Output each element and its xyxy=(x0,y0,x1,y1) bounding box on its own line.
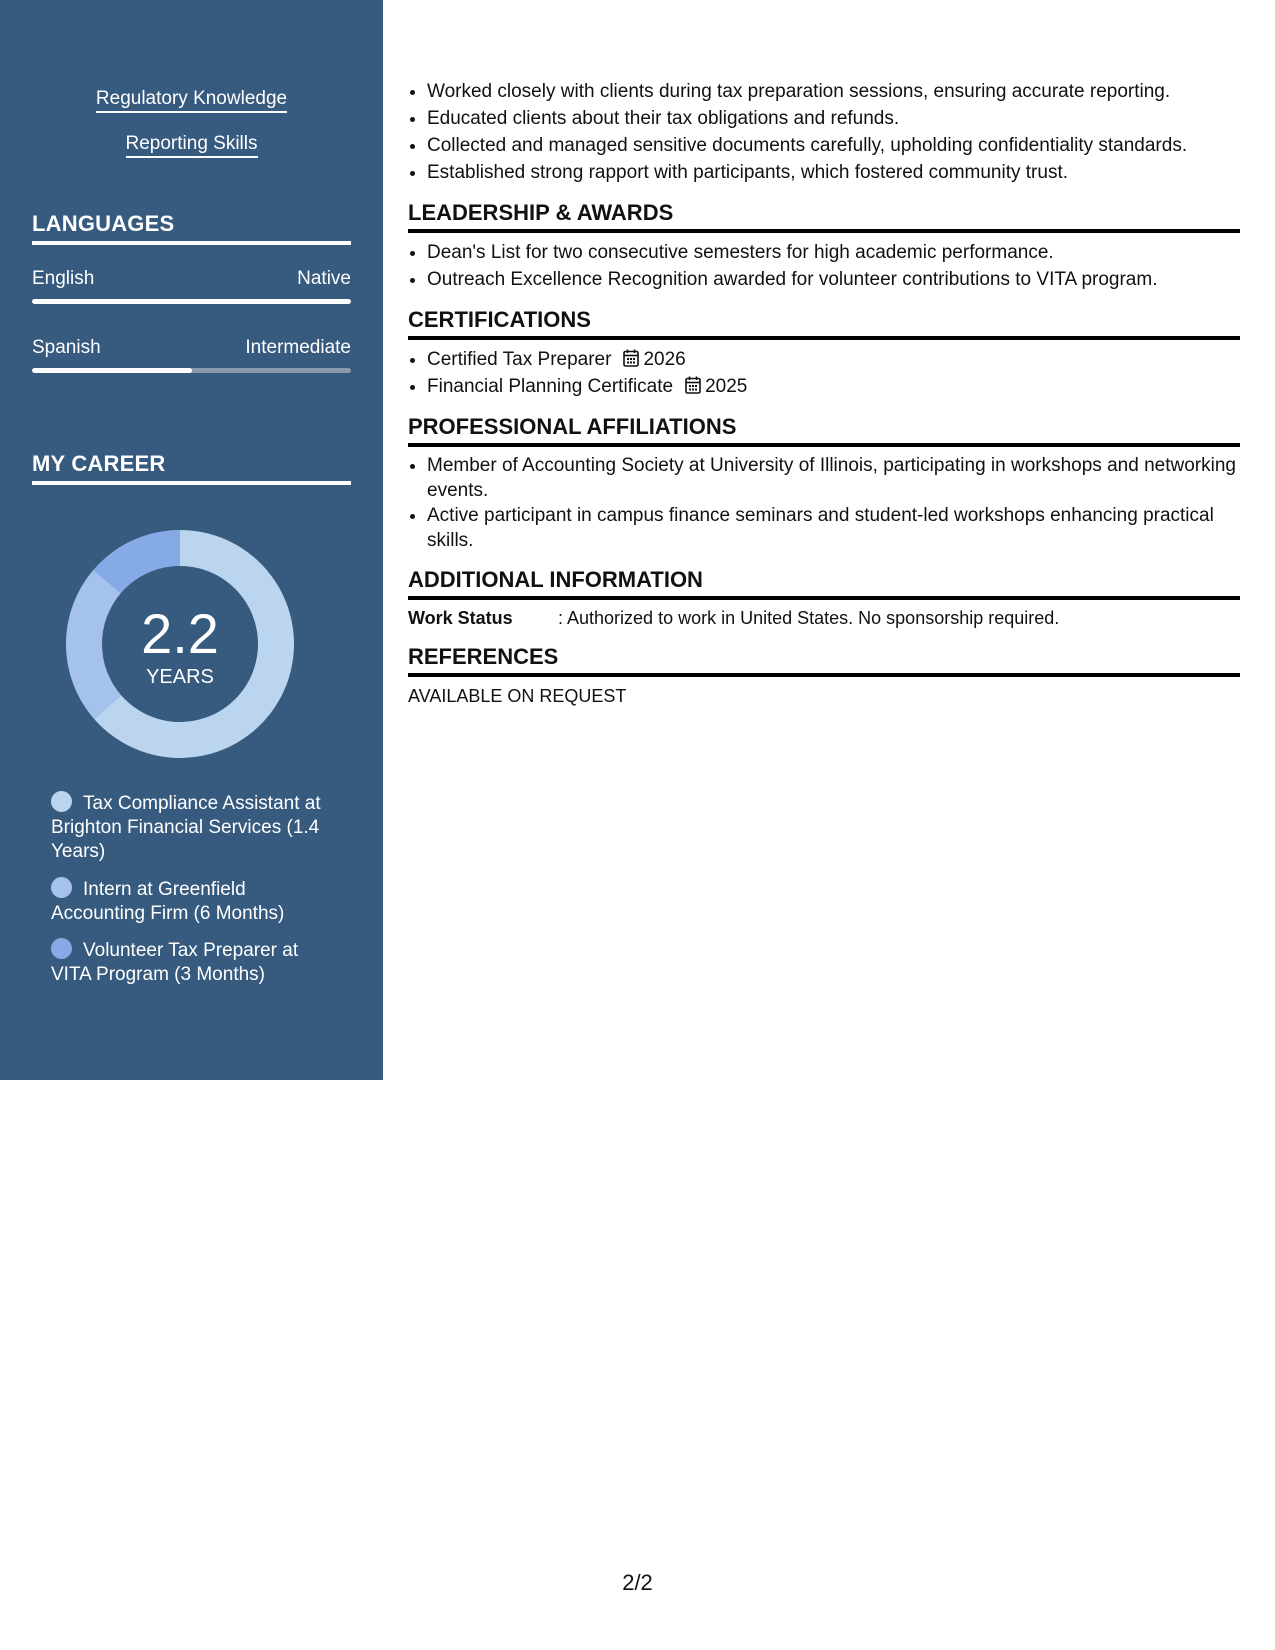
work-status-label: Work Status xyxy=(408,608,513,628)
language-proficiency-bar xyxy=(32,299,351,304)
certification-name: Certified Tax Preparer xyxy=(427,349,612,370)
language-name: Spanish xyxy=(32,337,101,358)
list-item: • Worked closely with clients during tax preparation sessions, ensuring accurate reporting. xyxy=(427,78,1240,105)
list-item: • Dean's List for two consecutive semesters for high academic performance. xyxy=(427,239,1240,266)
career-donut-chart xyxy=(66,530,294,758)
references-text: AVAILABLE ON REQUEST xyxy=(408,686,627,706)
list-item xyxy=(427,373,1240,400)
career-item-text: Intern at Greenfield Accounting Firm (6 Months) xyxy=(51,879,285,924)
work-status-value: : Authorized to work in United States. No sponsorship required. xyxy=(558,608,1060,628)
list-item: • Established strong rapport with participants, which fostered community trust. xyxy=(427,159,1240,186)
language-level: Intermediate xyxy=(245,337,351,358)
references-heading: REFERENCES xyxy=(408,644,1240,677)
main-content xyxy=(408,78,1240,709)
career-item xyxy=(51,791,331,864)
certification-year: 2026 xyxy=(643,349,686,370)
language-proficiency-fill xyxy=(32,368,192,373)
skill-item[interactable] xyxy=(0,88,383,113)
certification-name: Financial Planning Certificate xyxy=(427,376,674,397)
calendar-icon xyxy=(623,349,639,367)
career-total-value: 2.2 xyxy=(141,602,219,665)
certification-date xyxy=(623,349,685,370)
affiliations-heading: PROFESSIONAL AFFILIATIONS xyxy=(408,414,1240,447)
language-row xyxy=(32,268,351,290)
certification-date xyxy=(685,376,747,397)
list-item: • Collected and managed sensitive documents carefully, upholding confidentiality standards. xyxy=(427,132,1240,159)
work-status-row xyxy=(408,606,1240,630)
career-item-text: Volunteer Tax Preparer at VITA Program (3 Months) xyxy=(51,940,299,985)
career-legend-dot xyxy=(51,938,72,959)
experience-bullets xyxy=(408,78,1240,186)
leadership-heading: LEADERSHIP & AWARDS xyxy=(408,200,1240,233)
certification-year: 2025 xyxy=(705,376,748,397)
certifications-list xyxy=(408,346,1240,400)
skill-label[interactable]: Reporting Skills xyxy=(126,133,258,158)
career-item-text: Tax Compliance Assistant at Brighton Financial Services (1.4 Years) xyxy=(51,793,321,862)
career-item xyxy=(51,877,331,926)
certifications-heading: CERTIFICATIONS xyxy=(408,307,1240,340)
affiliations-list xyxy=(408,453,1240,553)
leadership-list xyxy=(408,239,1240,293)
career-total-unit: YEARS xyxy=(146,666,214,688)
list-item xyxy=(427,346,1240,373)
career-item xyxy=(51,938,331,987)
calendar-icon xyxy=(685,376,701,394)
language-row xyxy=(32,337,351,359)
list-item: • Active participant in campus finance seminars and student-led workshops enhancing practical skills. xyxy=(427,503,1240,553)
career-legend-dot xyxy=(51,791,72,812)
list-item: • Outreach Excellence Recognition awarded for volunteer contributions to VITA program. xyxy=(427,266,1240,293)
career-heading: MY CAREER xyxy=(32,451,351,485)
list-item: • Educated clients about their tax obligations and refunds. xyxy=(427,105,1240,132)
skill-label[interactable]: Regulatory Knowledge xyxy=(96,88,287,113)
sidebar xyxy=(0,0,383,1080)
additional-info-heading: ADDITIONAL INFORMATION xyxy=(408,567,1240,600)
language-level: Native xyxy=(297,268,351,289)
language-name: English xyxy=(32,268,95,289)
list-item: • Member of Accounting Society at University of Illinois, participating in workshops and networking events. xyxy=(427,453,1240,503)
languages-heading: LANGUAGES xyxy=(32,211,351,245)
page-number: 2/2 xyxy=(622,1570,653,1595)
skill-item[interactable] xyxy=(0,133,383,158)
language-proficiency-bar xyxy=(32,368,351,373)
language-proficiency-fill xyxy=(32,299,351,304)
career-legend-dot xyxy=(51,877,72,898)
